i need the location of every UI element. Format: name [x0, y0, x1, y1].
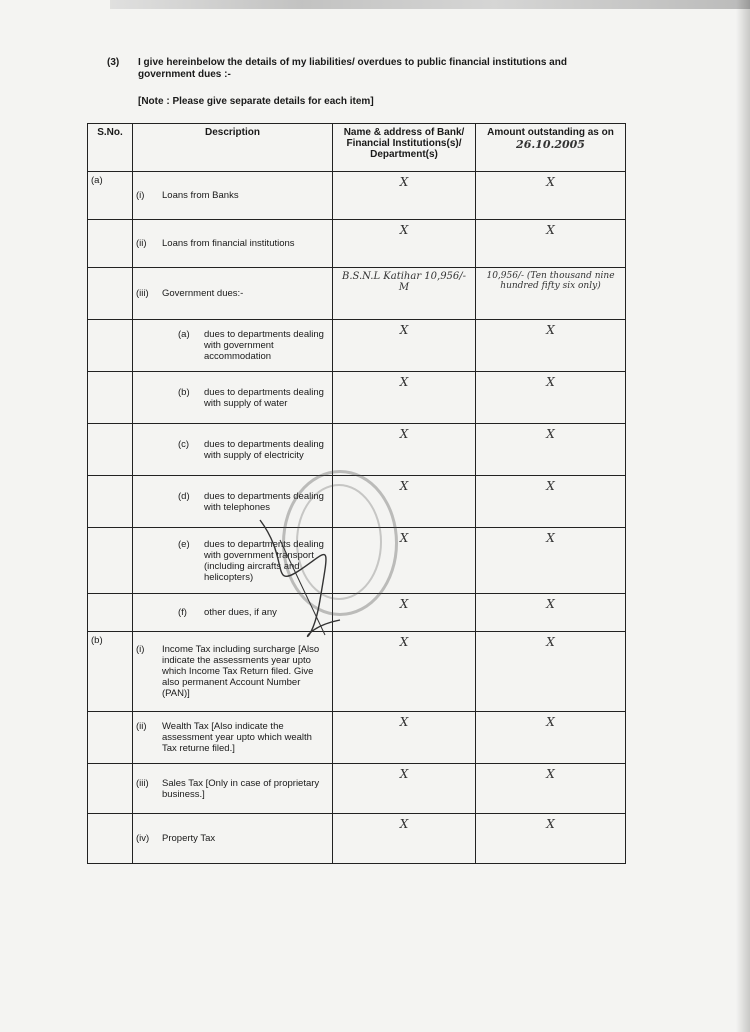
row-sub-letter: (e): [178, 538, 190, 550]
section-intro: I give hereinbelow the details of my liabilities/ overdues to public financial institutions and government dues :-: [138, 57, 567, 80]
row-sub-letter: (c): [178, 438, 190, 450]
row-sub-letter: (d): [178, 490, 190, 502]
row-description-text: Government dues:-: [162, 288, 244, 299]
section-number: (3): [107, 57, 120, 68]
row-description-wrap: [136, 778, 329, 800]
row-amount: X: [476, 632, 626, 712]
row-bank: X: [333, 632, 476, 712]
row-sno: [88, 372, 133, 424]
table-row: [88, 632, 626, 712]
row-description-wrap: [136, 238, 329, 249]
row-bank: X: [333, 528, 476, 594]
row-bank: X: [333, 476, 476, 528]
table-row: [88, 268, 626, 320]
row-number: (ii): [136, 721, 147, 732]
row-number: [136, 607, 156, 618]
row-description-wrap: [136, 644, 329, 699]
row-sno: [88, 268, 133, 320]
row-number: [136, 491, 156, 513]
signature: [230, 500, 370, 640]
row-amount: 10,956/- (Ten thousand nine hundred fifty six only): [476, 268, 626, 320]
row-sno: [88, 476, 133, 528]
table-row: [88, 320, 626, 372]
row-description-text: Loans from financial institutions: [162, 238, 295, 249]
row-number: (i): [136, 190, 145, 201]
row-description: [133, 632, 333, 712]
scan-right-edge: [736, 0, 750, 1032]
row-bank: X: [333, 220, 476, 268]
row-bank: X: [333, 712, 476, 764]
header-amount-prefix: Amount outstanding as on: [487, 127, 614, 138]
row-sno: [88, 594, 133, 632]
row-amount: X: [476, 424, 626, 476]
row-number: (iii): [136, 777, 149, 789]
row-bank: B.S.N.L Katihar 10,956/- M: [333, 268, 476, 320]
row-description: [133, 320, 333, 372]
row-amount: X: [476, 594, 626, 632]
row-amount: X: [476, 528, 626, 594]
row-amount: X: [476, 814, 626, 864]
row-number: [136, 329, 156, 362]
table-row: [88, 764, 626, 814]
row-bank: X: [333, 764, 476, 814]
table-row: [88, 814, 626, 864]
scan-top-band: [110, 0, 750, 9]
row-description: [133, 268, 333, 320]
row-sno: [88, 220, 133, 268]
row-description: [133, 712, 333, 764]
row-description-text: Loans from Banks: [162, 190, 239, 201]
row-bank: X: [333, 594, 476, 632]
row-description-text: Income Tax including surcharge [Also indicate the assessments year upto which Income Tax Return filed. Give also permanent Account Number (PAN)]: [162, 644, 320, 699]
row-bank: X: [333, 320, 476, 372]
table-row: [88, 220, 626, 268]
header-amount-date: 26.10.2005: [516, 138, 585, 151]
table-row: [88, 372, 626, 424]
row-description-text: Sales Tax [Only in case of proprietary business.]: [162, 777, 320, 800]
row-amount: X: [476, 172, 626, 220]
row-description-text: dues to departments dealing with supply of water: [204, 386, 324, 409]
row-bank: X: [333, 372, 476, 424]
header-bank: Name & address of Bank/ Financial Institutions(s)/ Department(s): [333, 124, 476, 172]
row-sno: [88, 712, 133, 764]
row-number: (iii): [136, 288, 149, 299]
row-description-wrap: [136, 439, 329, 461]
row-description-text: dues to departments dealing with government accommodation: [204, 329, 324, 362]
header-description: Description: [133, 124, 333, 172]
row-sno: [88, 320, 133, 372]
row-description: [133, 424, 333, 476]
header-sno: S.No.: [88, 124, 133, 172]
row-amount: X: [476, 712, 626, 764]
header-amount: [476, 124, 626, 172]
row-description-wrap: [136, 190, 329, 201]
row-number: [136, 539, 156, 583]
row-description-wrap: [136, 329, 329, 362]
row-sub-letter: (b): [178, 386, 190, 398]
row-description: [133, 372, 333, 424]
row-sno: [88, 814, 133, 864]
row-number: (ii): [136, 238, 147, 249]
row-amount: X: [476, 320, 626, 372]
row-sno: (a): [88, 172, 133, 220]
row-number: [136, 387, 156, 409]
row-description-text: other dues, if any: [204, 607, 277, 618]
row-description-wrap: [136, 288, 329, 299]
row-description-text: dues to departments dealing with government transport (including aircrafts and helicopters): [204, 538, 324, 583]
row-bank: X: [333, 814, 476, 864]
row-sub-letter: (f): [178, 607, 187, 618]
row-amount: X: [476, 764, 626, 814]
row-amount: X: [476, 220, 626, 268]
row-number: (i): [136, 644, 145, 655]
row-bank: X: [333, 424, 476, 476]
row-number: (iv): [136, 833, 150, 844]
row-description-wrap: [136, 721, 329, 754]
row-sno: [88, 424, 133, 476]
row-description: [133, 814, 333, 864]
table-row: [88, 424, 626, 476]
row-description-wrap: [136, 387, 329, 409]
section-note: [Note : Please give separate details for each item]: [138, 96, 374, 107]
row-number: [136, 439, 156, 461]
row-description: [133, 220, 333, 268]
table-row: [88, 172, 626, 220]
row-description: [133, 172, 333, 220]
row-amount: X: [476, 476, 626, 528]
row-description: [133, 764, 333, 814]
table-row: [88, 712, 626, 764]
row-sno: (b): [88, 632, 133, 712]
row-description-text: dues to departments dealing with telephones: [204, 490, 324, 513]
row-description-wrap: [136, 833, 329, 844]
row-description-text: Property Tax: [162, 833, 216, 844]
row-description-text: Wealth Tax [Also indicate the assessment year upto which wealth Tax returne filed.]: [162, 721, 312, 754]
row-sno: [88, 528, 133, 594]
row-sub-letter: (a): [178, 329, 190, 340]
row-description-text: dues to departments dealing with supply of electricity: [204, 438, 324, 461]
row-sno: [88, 764, 133, 814]
row-amount: X: [476, 372, 626, 424]
row-bank: X: [333, 172, 476, 220]
table-header-row: [88, 124, 626, 172]
